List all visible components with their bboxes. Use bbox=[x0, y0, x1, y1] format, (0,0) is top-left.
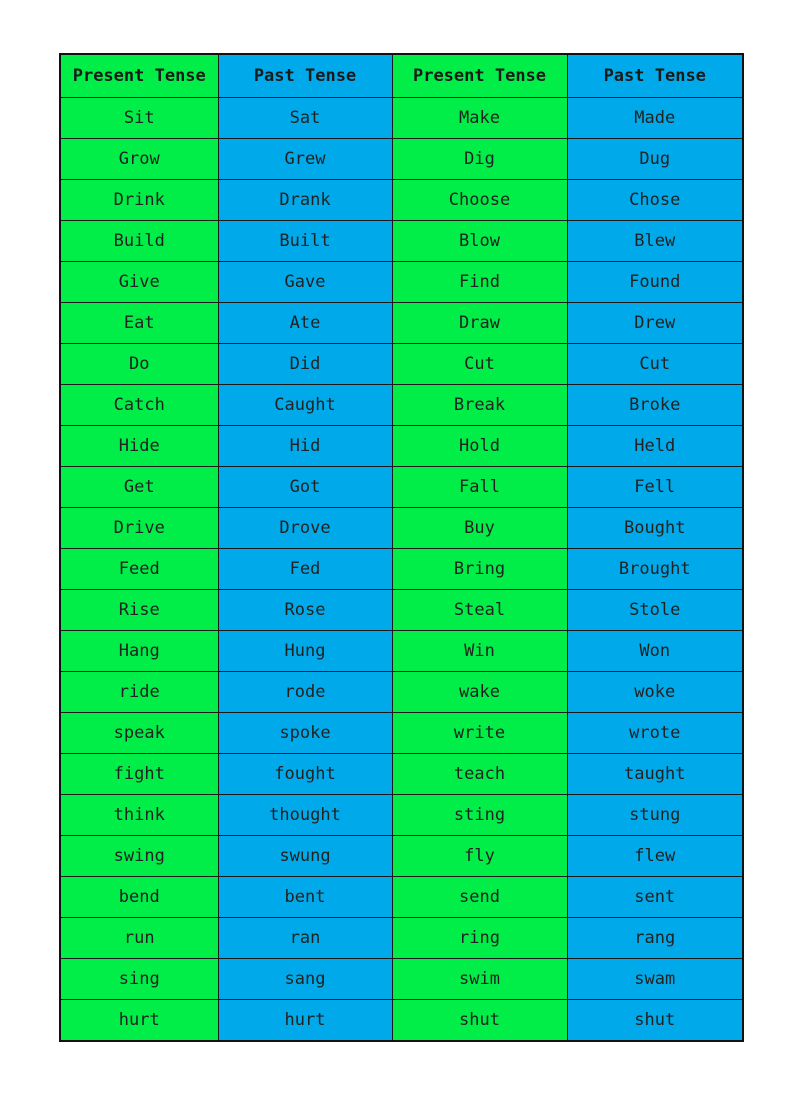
table-row bbox=[60, 180, 743, 221]
past-tense-cell: Did bbox=[218, 344, 392, 385]
present-tense-cell: Fall bbox=[392, 467, 567, 508]
past-tense-cell: bent bbox=[218, 877, 392, 918]
past-tense-cell: shut bbox=[567, 1000, 743, 1042]
table-row bbox=[60, 959, 743, 1000]
present-tense-cell: Feed bbox=[60, 549, 218, 590]
table-row bbox=[60, 98, 743, 139]
header-past-tense-1: Past Tense bbox=[218, 54, 392, 98]
past-tense-cell: Won bbox=[567, 631, 743, 672]
present-tense-cell: fly bbox=[392, 836, 567, 877]
present-tense-cell: Make bbox=[392, 98, 567, 139]
past-tense-cell: spoke bbox=[218, 713, 392, 754]
present-tense-cell: Win bbox=[392, 631, 567, 672]
present-tense-cell: Draw bbox=[392, 303, 567, 344]
present-tense-cell: Rise bbox=[60, 590, 218, 631]
past-tense-cell: rang bbox=[567, 918, 743, 959]
past-tense-cell: Ate bbox=[218, 303, 392, 344]
table-row bbox=[60, 344, 743, 385]
present-tense-cell: Blow bbox=[392, 221, 567, 262]
present-tense-cell: Drive bbox=[60, 508, 218, 549]
past-tense-cell: swung bbox=[218, 836, 392, 877]
past-tense-cell: Hung bbox=[218, 631, 392, 672]
past-tense-cell: Brought bbox=[567, 549, 743, 590]
table-row bbox=[60, 631, 743, 672]
present-tense-cell: Get bbox=[60, 467, 218, 508]
past-tense-cell: Got bbox=[218, 467, 392, 508]
present-tense-cell: Build bbox=[60, 221, 218, 262]
table-row bbox=[60, 467, 743, 508]
present-tense-cell: Cut bbox=[392, 344, 567, 385]
table-row bbox=[60, 754, 743, 795]
present-tense-cell: Catch bbox=[60, 385, 218, 426]
present-tense-cell: wake bbox=[392, 672, 567, 713]
present-tense-cell: teach bbox=[392, 754, 567, 795]
table-row bbox=[60, 918, 743, 959]
present-tense-cell: sing bbox=[60, 959, 218, 1000]
table-row bbox=[60, 262, 743, 303]
table-row bbox=[60, 221, 743, 262]
past-tense-cell: wrote bbox=[567, 713, 743, 754]
past-tense-cell: hurt bbox=[218, 1000, 392, 1042]
past-tense-cell: Drove bbox=[218, 508, 392, 549]
past-tense-cell: Rose bbox=[218, 590, 392, 631]
past-tense-cell: Made bbox=[567, 98, 743, 139]
present-tense-cell: bend bbox=[60, 877, 218, 918]
table-row bbox=[60, 877, 743, 918]
present-tense-cell: fight bbox=[60, 754, 218, 795]
present-tense-cell: write bbox=[392, 713, 567, 754]
past-tense-cell: thought bbox=[218, 795, 392, 836]
past-tense-cell: Blew bbox=[567, 221, 743, 262]
past-tense-cell: Fell bbox=[567, 467, 743, 508]
table-row bbox=[60, 303, 743, 344]
present-tense-cell: Hold bbox=[392, 426, 567, 467]
table-body bbox=[60, 98, 743, 1042]
present-tense-cell: swing bbox=[60, 836, 218, 877]
header-present-tense-2: Present Tense bbox=[392, 54, 567, 98]
table-row bbox=[60, 426, 743, 467]
present-tense-cell: Dig bbox=[392, 139, 567, 180]
present-tense-cell: ride bbox=[60, 672, 218, 713]
table-row bbox=[60, 672, 743, 713]
past-tense-cell: stung bbox=[567, 795, 743, 836]
present-tense-cell: Give bbox=[60, 262, 218, 303]
present-tense-cell: Eat bbox=[60, 303, 218, 344]
past-tense-cell: Bought bbox=[567, 508, 743, 549]
present-tense-cell: Hang bbox=[60, 631, 218, 672]
header-present-tense-1: Present Tense bbox=[60, 54, 218, 98]
present-tense-cell: Steal bbox=[392, 590, 567, 631]
past-tense-cell: Cut bbox=[567, 344, 743, 385]
present-tense-cell: speak bbox=[60, 713, 218, 754]
table-row bbox=[60, 385, 743, 426]
past-tense-cell: Broke bbox=[567, 385, 743, 426]
past-tense-cell: Gave bbox=[218, 262, 392, 303]
past-tense-cell: sent bbox=[567, 877, 743, 918]
present-tense-cell: Choose bbox=[392, 180, 567, 221]
present-tense-cell: hurt bbox=[60, 1000, 218, 1042]
present-tense-cell: Buy bbox=[392, 508, 567, 549]
past-tense-cell: Grew bbox=[218, 139, 392, 180]
past-tense-cell: ran bbox=[218, 918, 392, 959]
past-tense-cell: Fed bbox=[218, 549, 392, 590]
present-tense-cell: Bring bbox=[392, 549, 567, 590]
past-tense-cell: sang bbox=[218, 959, 392, 1000]
past-tense-cell: Hid bbox=[218, 426, 392, 467]
present-tense-cell: Grow bbox=[60, 139, 218, 180]
header-past-tense-2: Past Tense bbox=[567, 54, 743, 98]
table-row bbox=[60, 713, 743, 754]
present-tense-cell: Hide bbox=[60, 426, 218, 467]
present-tense-cell: Break bbox=[392, 385, 567, 426]
table-row bbox=[60, 590, 743, 631]
table-header bbox=[60, 54, 743, 98]
table-row bbox=[60, 1000, 743, 1042]
past-tense-cell: Held bbox=[567, 426, 743, 467]
past-tense-cell: swam bbox=[567, 959, 743, 1000]
present-tense-cell: ring bbox=[392, 918, 567, 959]
verb-tense-table bbox=[59, 53, 744, 1042]
past-tense-cell: Found bbox=[567, 262, 743, 303]
present-tense-cell: run bbox=[60, 918, 218, 959]
present-tense-cell: send bbox=[392, 877, 567, 918]
past-tense-cell: Built bbox=[218, 221, 392, 262]
header-row bbox=[60, 54, 743, 98]
present-tense-cell: Sit bbox=[60, 98, 218, 139]
past-tense-cell: Sat bbox=[218, 98, 392, 139]
past-tense-cell: Chose bbox=[567, 180, 743, 221]
table-row bbox=[60, 795, 743, 836]
past-tense-cell: Drank bbox=[218, 180, 392, 221]
past-tense-cell: rode bbox=[218, 672, 392, 713]
present-tense-cell: sting bbox=[392, 795, 567, 836]
past-tense-cell: taught bbox=[567, 754, 743, 795]
past-tense-cell: woke bbox=[567, 672, 743, 713]
past-tense-cell: Drew bbox=[567, 303, 743, 344]
past-tense-cell: Dug bbox=[567, 139, 743, 180]
past-tense-cell: fought bbox=[218, 754, 392, 795]
present-tense-cell: swim bbox=[392, 959, 567, 1000]
table-row bbox=[60, 139, 743, 180]
present-tense-cell: Do bbox=[60, 344, 218, 385]
past-tense-cell: Caught bbox=[218, 385, 392, 426]
past-tense-cell: flew bbox=[567, 836, 743, 877]
table-row bbox=[60, 549, 743, 590]
past-tense-cell: Stole bbox=[567, 590, 743, 631]
table-row bbox=[60, 836, 743, 877]
table-row bbox=[60, 508, 743, 549]
present-tense-cell: Drink bbox=[60, 180, 218, 221]
present-tense-cell: Find bbox=[392, 262, 567, 303]
present-tense-cell: shut bbox=[392, 1000, 567, 1042]
present-tense-cell: think bbox=[60, 795, 218, 836]
